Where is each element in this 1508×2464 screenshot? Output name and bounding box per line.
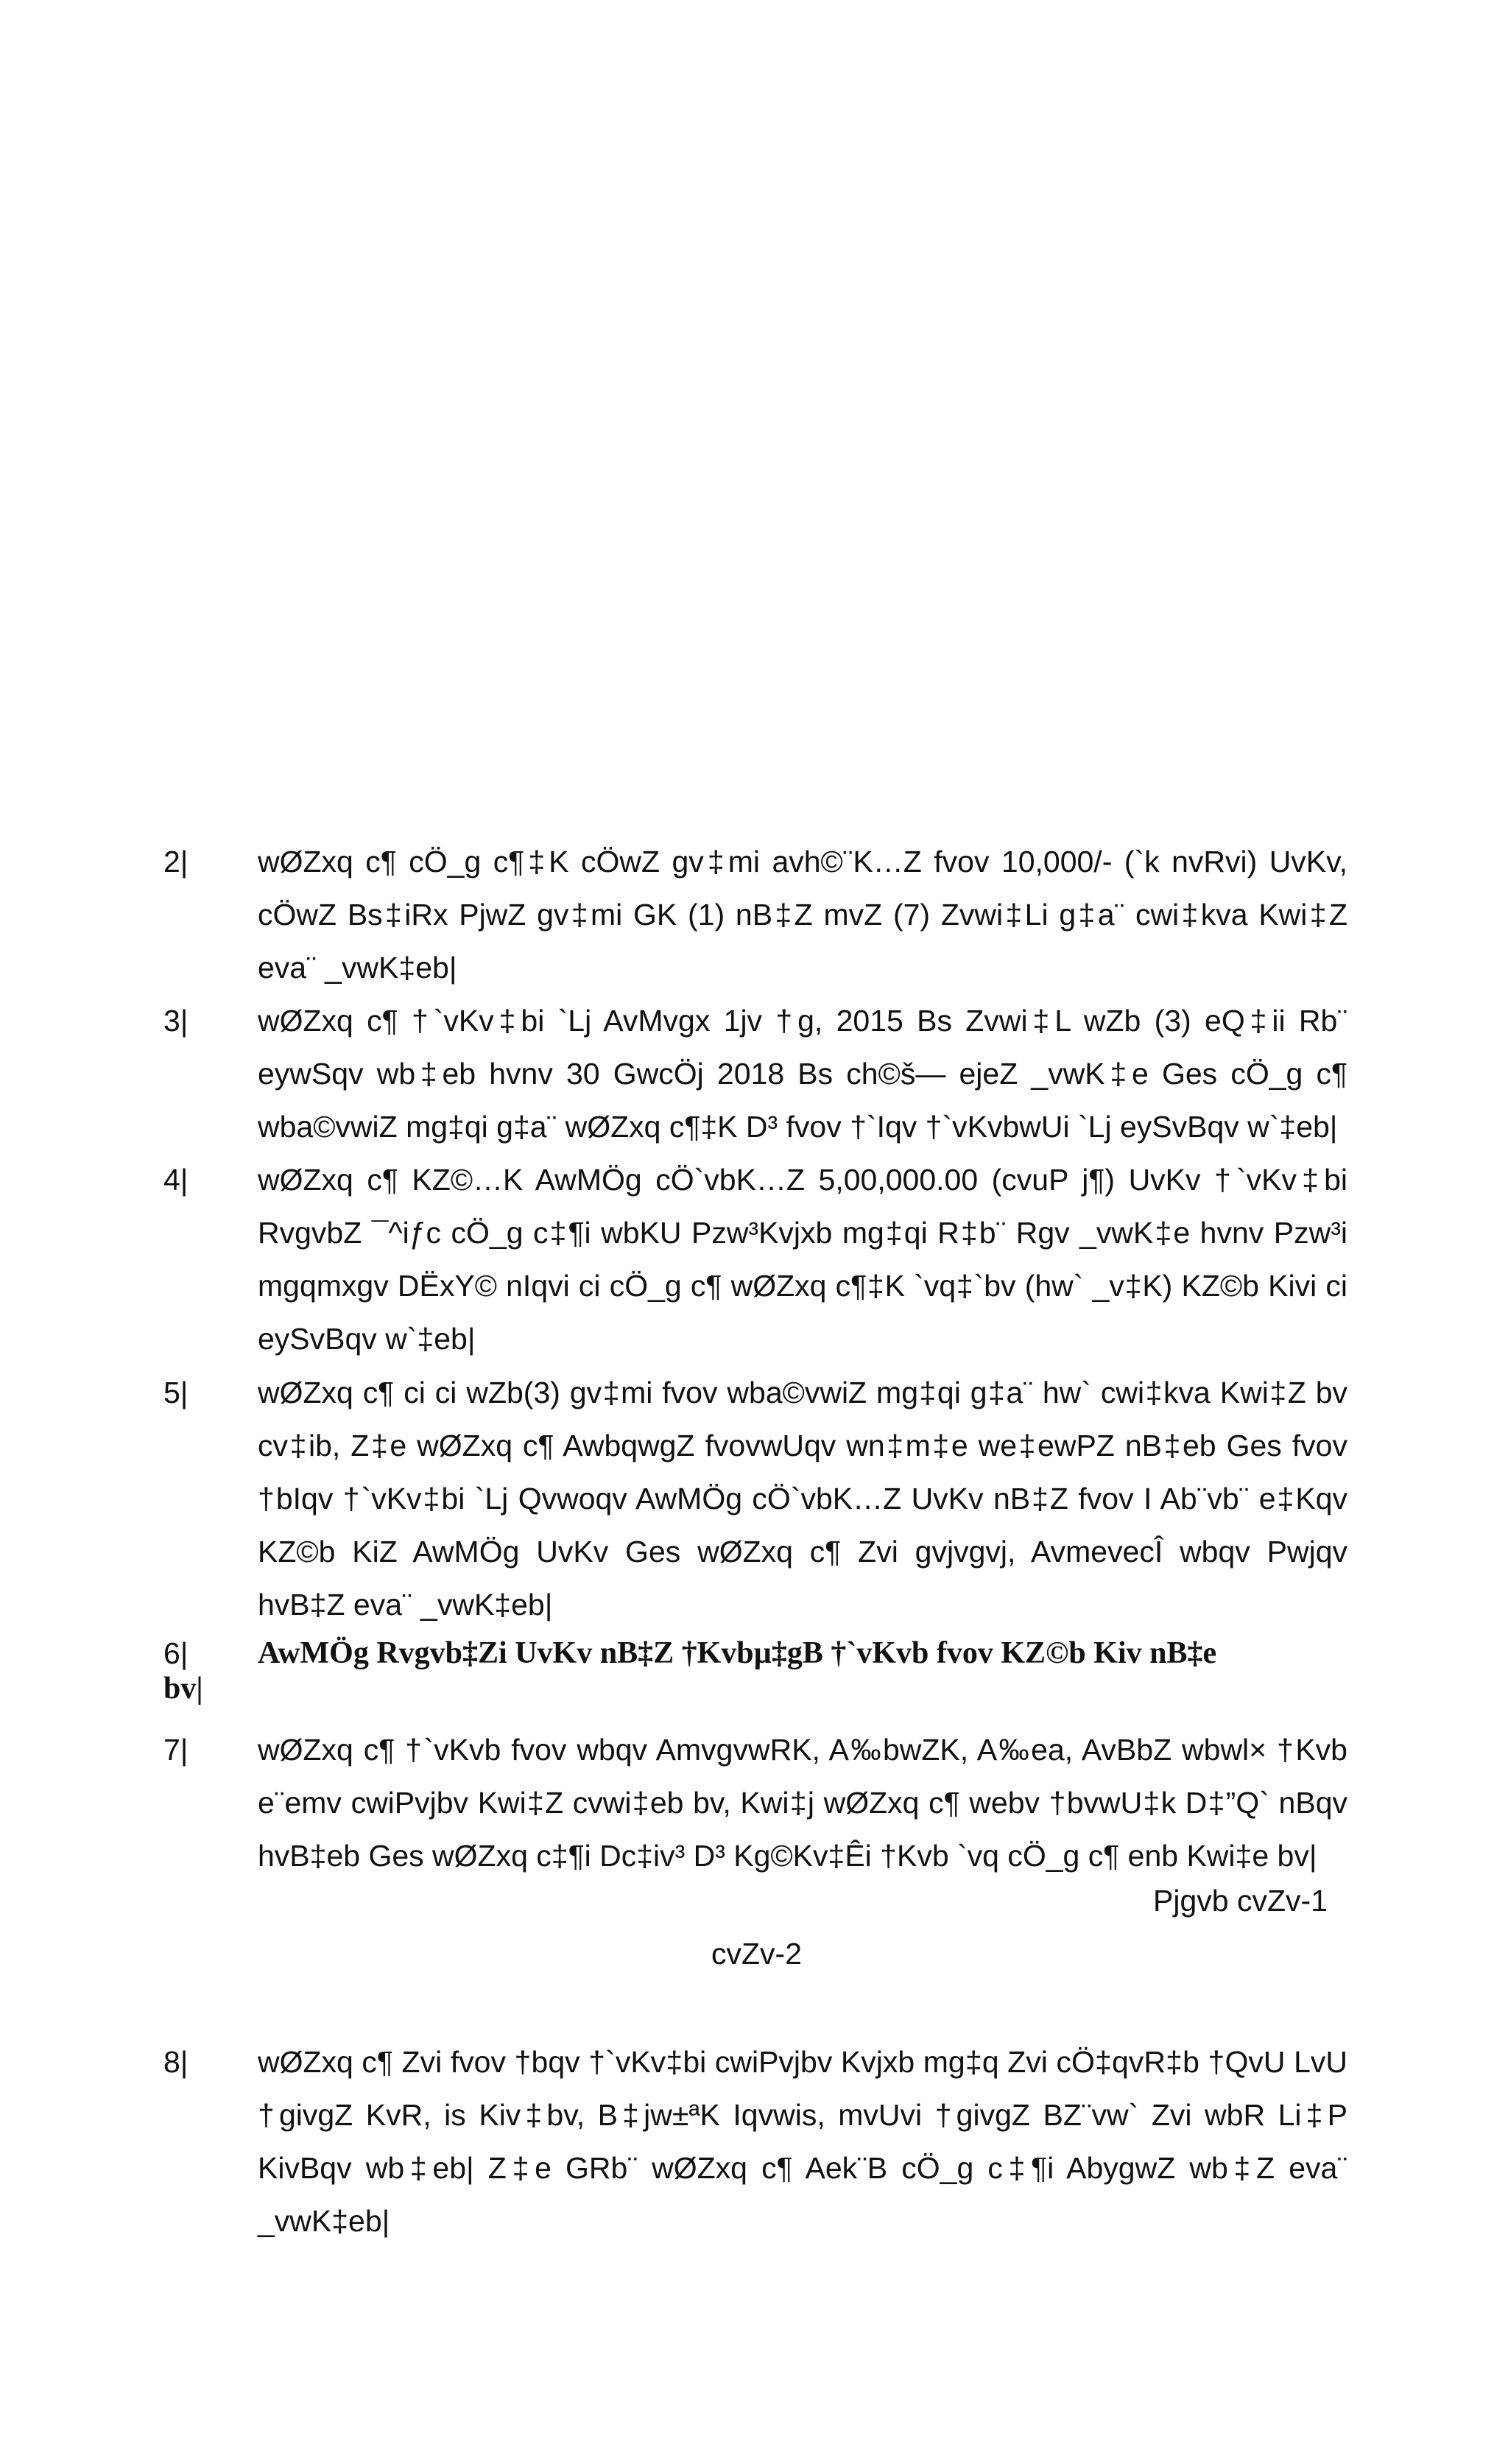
clause-number: 8|: [163, 2045, 188, 2079]
clause-number: 2|: [163, 845, 188, 879]
clause-text-tail: bv|: [163, 1672, 203, 1706]
clause-number: 4|: [163, 1163, 188, 1197]
clause-text-bold: AwMÖg Rvgvb‡Zi UvKv nB‡Z †Kvbµ‡gB †`vKvb fvov KZ©b Kiv nB‡e: [258, 1636, 1217, 1670]
clause-text: wØZxq c¶ †`vKvb fvov wbqv AmvgvwRK, A‰bwZK, A‰ea, AvBbZ wbwl× †Kvb e¨emv cwiPvjbv Kwi‡Z cvwi‡eb bv, Kwi‡j wØZxq c¶ webv †bvwU‡k D‡”Q` nBqv hvB‡eb Ges wØZxq c‡¶i Dc‡iv³ D³ Kg©Kv‡Êi †Kvb `vq cÖ_g c¶ enb Kwi‡e bv|: [258, 1733, 1347, 1873]
clause-number: 6|: [163, 1636, 188, 1670]
clause-number: 5|: [163, 1376, 188, 1409]
clause-number: 7|: [163, 1733, 188, 1767]
clause-text: wØZxq c¶ KZ©…K AwMÖg cÖ`vbK…Z 5,00,000.00 (cvuP j¶) UvKv †`vKv‡bi RvgvbZ ¯^iƒc cÖ_g c‡¶i wbKU Pzw³Kvjxb mg‡qi R‡b¨ Rgv _vwK‡e hvnv Pzw³i mgqmxgv DËxY© nIqvi ci cÖ_g c¶ wØZxq c¶‡K `vq‡`bv (hw` _v‡K) KZ©b Kivi ci eySvBqv w`‡eb|: [258, 1163, 1347, 1356]
clause-text: wØZxq c¶ ci ci wZb(3) gv‡mi fvov wba©vwiZ mg‡qi g‡a¨ hw` cwi‡kva Kwi‡Z bv cv‡ib, Z‡e wØZxq c¶ AwbqwgZ fvovwUqv wn‡m‡e we‡ewPZ nB‡eb Ges fvov †bIqv †`vKv‡bi `Lj Qvwoqv AwMÖg cÖ`vbK…Z UvKv nB‡Z fvov I Ab¨vb¨ e‡Kqv KZ©b KiZ AwMÖg UvKv Ges wØZxq c¶ Zvi gvjvgvj, AvmevecÎ wbqv Pwjqv hvB‡Z eva¨ _vwK‡eb|: [258, 1376, 1347, 1622]
clause-2: [163, 835, 1347, 994]
clause-number: 3|: [163, 1004, 188, 1038]
clause-6: [163, 1634, 1347, 1705]
clause-8: [163, 2035, 1347, 2247]
clause-text: wØZxq c¶ †`vKv‡bi `Lj AvMvgx 1jv †g, 2015 Bs Zvwi‡L wZb (3) eQ‡ii Rb¨ eywSqv wb‡eb hvnv 30 GwcÖj 2018 Bs ch©š— ejeZ _vwK‡e Ges cÖ_g c¶ wba©vwiZ mg‡qi g‡a¨ wØZxq c¶‡K D³ fvov †`Iqv †`vKvbwUi `Lj eySvBqv w`‡eb|: [258, 1004, 1347, 1144]
clause-text: wØZxq c¶ cÖ_g c¶‡K cÖwZ gv‡mi avh©¨K…Z fvov 10,000/- (`k nvRvi) UvKv, cÖwZ Bs‡iRx PjwZ gv‡mi GK (1) nB‡Z mvZ (7) Zvwi‡Li g‡a¨ cwi‡kva Kwi‡Z eva¨ _vwK‡eb|: [258, 845, 1347, 985]
clause-text: wØZxq c¶ Zvi fvov †bqv †`vKv‡bi cwiPvjbv Kvjxb mg‡q Zvi cÖ‡qvR‡b †QvU LvU †givgZ KvR, is Kiv‡bv, B‡jw±ªK Iqvwis, mvUvi †givgZ BZ¨vw` Zvi wbR Li‡P KivBqv wb‡eb| Z‡e GRb¨ wØZxq c¶ Aek¨B cÖ_g c‡¶i AbygwZ wb‡Z eva¨ _vwK‡eb|: [258, 2045, 1347, 2238]
page-number: cvZv-2: [711, 1937, 802, 1971]
clause-4: [163, 1153, 1347, 1365]
clause-7: [163, 1723, 1347, 1882]
clause-5: [163, 1366, 1347, 1631]
clause-3: [163, 994, 1347, 1153]
continued-note: Pjgvb cvZv-1: [1153, 1884, 1328, 1918]
